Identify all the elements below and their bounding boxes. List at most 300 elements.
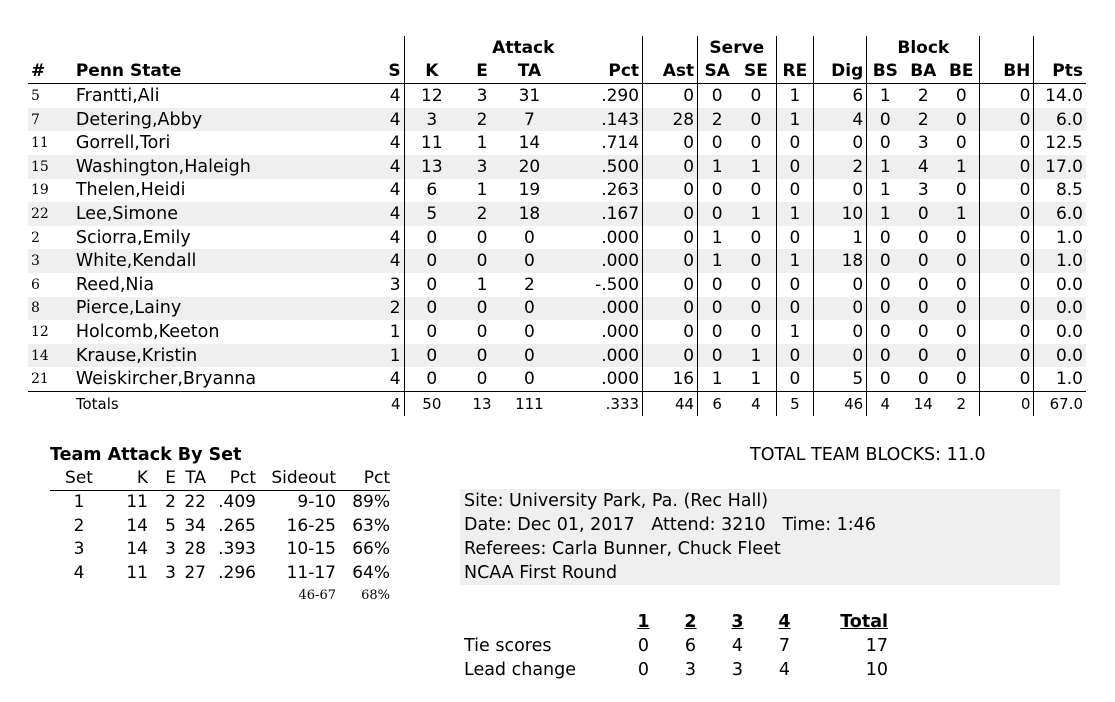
assists: 0 bbox=[643, 84, 698, 108]
block-assists: 3 bbox=[917, 133, 929, 154]
sets-played: 4 bbox=[360, 155, 404, 179]
block-solos: 1 bbox=[867, 179, 904, 203]
attack-pct-header: Pct bbox=[554, 60, 643, 84]
kills: 5 bbox=[404, 202, 459, 226]
set-3-header: 3 bbox=[731, 612, 744, 632]
player-name: Krause,Kristin bbox=[73, 344, 360, 368]
reception-errors: 0 bbox=[776, 367, 814, 391]
sideout-pct: 63% bbox=[352, 515, 390, 536]
reception-errors: 1 bbox=[776, 249, 814, 273]
reception-errors: 0 bbox=[776, 179, 814, 203]
reception-errors: 0 bbox=[776, 273, 814, 297]
column-group-row bbox=[28, 36, 1086, 60]
ball-handling: 0 bbox=[980, 226, 1034, 250]
errors: 0 bbox=[476, 227, 488, 248]
total-attacks: 31 bbox=[518, 85, 541, 106]
set-kills-header: K bbox=[108, 466, 148, 490]
kills: 3 bbox=[404, 108, 459, 132]
points: 14.0 bbox=[1034, 84, 1086, 108]
kills: 11 bbox=[404, 131, 459, 155]
sideout-pct: 64% bbox=[352, 562, 390, 583]
set-errors: 3 bbox=[165, 539, 176, 560]
service-errors: 1 bbox=[750, 369, 762, 390]
block-errors: 0 bbox=[955, 369, 967, 390]
total-attacks: 0 bbox=[524, 369, 535, 390]
block-assists: 0 bbox=[917, 227, 929, 248]
total-total-attacks: 111 bbox=[505, 391, 554, 415]
block-solos: 0 bbox=[867, 297, 904, 321]
totals-row bbox=[28, 391, 1086, 415]
points: 0.0 bbox=[1034, 320, 1086, 344]
set-pct-header: Pct bbox=[206, 466, 256, 490]
service-errors: 0 bbox=[736, 297, 776, 321]
player-name: Pierce,Lainy bbox=[73, 297, 360, 321]
ball-handling: 0 bbox=[980, 108, 1034, 132]
digs: 0 bbox=[814, 179, 867, 203]
digs-header: Dig bbox=[814, 60, 867, 84]
jersey-number: 6 bbox=[31, 276, 40, 293]
jersey-number: 12 bbox=[31, 323, 49, 340]
digs: 10 bbox=[814, 202, 867, 226]
total-block-solos: 4 bbox=[867, 391, 904, 415]
set-kills: 14 bbox=[126, 539, 148, 560]
assists: 0 bbox=[643, 155, 698, 179]
reception-errors: 0 bbox=[776, 155, 814, 179]
block-assists: 0 bbox=[917, 274, 929, 295]
total-digs: 46 bbox=[814, 391, 867, 415]
team-attack-title: Team Attack By Set bbox=[50, 445, 242, 465]
kills: 0 bbox=[404, 249, 459, 273]
total-attacks-header: TA bbox=[505, 60, 554, 84]
row-label: Lead change bbox=[464, 660, 577, 680]
block-errors: 0 bbox=[955, 180, 967, 201]
table-row bbox=[28, 249, 1086, 273]
total-points: 67.0 bbox=[1034, 391, 1086, 415]
player-name: Washington,Haleigh bbox=[73, 155, 360, 179]
ball-handling: 0 bbox=[980, 367, 1034, 391]
block-solos: 0 bbox=[867, 131, 904, 155]
set-number: 1 bbox=[73, 492, 85, 513]
ball-handling: 0 bbox=[980, 297, 1034, 321]
digs: 2 bbox=[814, 155, 867, 179]
assists: 0 bbox=[643, 226, 698, 250]
service-aces: 0 bbox=[698, 84, 737, 108]
block-assists: 0 bbox=[917, 369, 929, 390]
service-errors: 0 bbox=[750, 85, 762, 106]
jersey-number: 15 bbox=[28, 155, 73, 179]
service-errors: 1 bbox=[736, 344, 776, 368]
block-errors: 0 bbox=[955, 321, 967, 342]
jersey-number: 7 bbox=[28, 108, 73, 132]
service-aces: 1 bbox=[698, 226, 737, 250]
sets-played: 4 bbox=[389, 227, 401, 248]
set-pct: .393 bbox=[218, 539, 256, 560]
jersey-number: 8 bbox=[28, 297, 73, 321]
block-errors: 0 bbox=[955, 133, 967, 154]
points: 8.5 bbox=[1034, 179, 1086, 203]
set-1-value: 0 bbox=[637, 636, 650, 656]
assists: 0 bbox=[643, 202, 698, 226]
digs: 5 bbox=[814, 367, 867, 391]
service-aces: 1 bbox=[698, 155, 737, 179]
points: 6.0 bbox=[1034, 202, 1086, 226]
points: 17.0 bbox=[1034, 155, 1086, 179]
total-attacks: 19 bbox=[518, 180, 541, 201]
digs: 0 bbox=[814, 320, 867, 344]
digs: 0 bbox=[814, 273, 867, 297]
total-kills: 50 bbox=[404, 391, 459, 415]
service-errors: 0 bbox=[750, 227, 762, 248]
assists: 0 bbox=[643, 320, 698, 344]
assists: 16 bbox=[643, 367, 698, 391]
set-number: 4 bbox=[73, 562, 85, 583]
sets-played: 2 bbox=[360, 297, 404, 321]
block-assists: 0 bbox=[903, 202, 943, 226]
attack-pct: .714 bbox=[601, 133, 640, 154]
date-attendance-line: Date: Dec 01, 2017 Attend: 3210 Time: 1:46 bbox=[464, 515, 876, 535]
set-kills: 14 bbox=[126, 515, 148, 536]
digs: 0 bbox=[814, 297, 867, 321]
sets-played: 1 bbox=[360, 344, 404, 368]
total-attacks: 20 bbox=[505, 155, 554, 179]
player-name: White,Kendall bbox=[73, 249, 360, 273]
ball-handling: 0 bbox=[980, 84, 1034, 108]
reception-errors: 1 bbox=[776, 84, 814, 108]
attack-pct: .290 bbox=[601, 85, 640, 106]
points: 1.0 bbox=[1034, 367, 1086, 391]
set-4-header: 4 bbox=[778, 612, 791, 632]
sets-played: 4 bbox=[389, 180, 401, 201]
errors: 0 bbox=[476, 369, 488, 390]
sideout-header: Sideout bbox=[256, 466, 336, 490]
sideout: 16-25 bbox=[286, 515, 336, 536]
block-errors: 1 bbox=[943, 155, 980, 179]
set-1-value: 0 bbox=[637, 660, 650, 680]
attack-group-header: Attack bbox=[404, 36, 643, 60]
service-errors: 0 bbox=[736, 249, 776, 273]
ball-handling: 0 bbox=[980, 344, 1034, 368]
attack-pct: .143 bbox=[554, 108, 643, 132]
sideout: 11-17 bbox=[286, 562, 336, 583]
block-solos: 0 bbox=[867, 226, 904, 250]
block-errors: 0 bbox=[943, 344, 980, 368]
reception-errors-header: RE bbox=[776, 60, 814, 84]
set-errors: 3 bbox=[165, 562, 176, 583]
table-row bbox=[28, 273, 1086, 297]
table-row bbox=[50, 490, 390, 514]
block-assists: 3 bbox=[917, 180, 929, 201]
attack-pct: .000 bbox=[601, 321, 640, 342]
block-assists: 2 bbox=[903, 108, 943, 132]
team-attack-rows bbox=[50, 490, 390, 585]
set-3-value: 3 bbox=[731, 660, 744, 680]
sideout-total: 46-67 bbox=[298, 587, 336, 603]
assists: 0 bbox=[643, 131, 698, 155]
total-errors: 13 bbox=[459, 391, 505, 415]
points: 0.0 bbox=[1034, 344, 1086, 368]
team-attack-header-row bbox=[50, 466, 390, 490]
reception-errors: 0 bbox=[776, 226, 814, 250]
table-row bbox=[28, 155, 1086, 179]
kills: 6 bbox=[404, 179, 459, 203]
jersey-number: 22 bbox=[28, 202, 73, 226]
service-errors-header: SE bbox=[736, 60, 776, 84]
set-errors-header: E bbox=[148, 466, 176, 490]
total-block-errors: 2 bbox=[943, 391, 980, 415]
table-row bbox=[50, 538, 390, 562]
sets-played: 4 bbox=[389, 369, 401, 390]
row-label: Tie scores bbox=[464, 636, 552, 656]
points: 0.0 bbox=[1034, 273, 1086, 297]
total-service-aces: 6 bbox=[698, 391, 737, 415]
assists: 0 bbox=[643, 344, 698, 368]
sets-played: 4 bbox=[360, 249, 404, 273]
attack-pct: .167 bbox=[554, 202, 643, 226]
total-attacks: 0 bbox=[524, 227, 535, 248]
set-2-value: 6 bbox=[684, 636, 697, 656]
table-row bbox=[28, 297, 1086, 321]
points: 1.0 bbox=[1034, 249, 1086, 273]
block-errors: 0 bbox=[955, 227, 967, 248]
totals-label: Totals bbox=[73, 391, 360, 415]
player-name: Weiskircher,Bryanna bbox=[75, 369, 257, 390]
errors: 0 bbox=[476, 321, 488, 342]
digs: 6 bbox=[814, 84, 867, 108]
digs: 0 bbox=[814, 131, 867, 155]
service-errors: 0 bbox=[750, 321, 762, 342]
service-errors: 0 bbox=[750, 133, 762, 154]
player-name: Detering,Abby bbox=[73, 108, 360, 132]
table-row bbox=[28, 202, 1086, 226]
block-group-header: Block bbox=[867, 36, 980, 60]
player-name: Reed,Nia bbox=[75, 274, 155, 295]
errors: 0 bbox=[459, 297, 505, 321]
kills: 0 bbox=[404, 226, 459, 250]
errors: 0 bbox=[459, 249, 505, 273]
reception-errors: 0 bbox=[776, 344, 814, 368]
block-solos: 0 bbox=[867, 320, 904, 344]
sideout-total-row bbox=[50, 585, 390, 607]
sideout-pct: 89% bbox=[352, 492, 390, 513]
service-aces: 0 bbox=[698, 297, 737, 321]
total-assists: 44 bbox=[643, 391, 698, 415]
errors: 2 bbox=[459, 108, 505, 132]
total-attacks: 7 bbox=[505, 108, 554, 132]
totals-blank bbox=[28, 391, 73, 415]
service-errors: 1 bbox=[736, 202, 776, 226]
jersey-number: 11 bbox=[31, 135, 49, 152]
sideout: 9-10 bbox=[297, 492, 336, 513]
total-block-assists: 14 bbox=[903, 391, 943, 415]
player-name: Thelen,Heidi bbox=[75, 180, 186, 201]
points: 6.0 bbox=[1034, 108, 1086, 132]
sets-played: 1 bbox=[389, 321, 401, 342]
sets-played: 4 bbox=[389, 85, 401, 106]
service-errors: 0 bbox=[750, 274, 762, 295]
block-assists: 0 bbox=[903, 297, 943, 321]
table-row bbox=[28, 344, 1086, 368]
attack-pct: .000 bbox=[601, 369, 640, 390]
kills: 0 bbox=[404, 367, 459, 391]
ball-handling: 0 bbox=[980, 249, 1034, 273]
player-name: Gorrell,Tori bbox=[75, 133, 171, 154]
player-stats-table bbox=[28, 36, 1086, 416]
jersey-number: 2 bbox=[31, 229, 40, 246]
block-errors: 0 bbox=[955, 274, 967, 295]
block-solos: 1 bbox=[867, 155, 904, 179]
service-aces: 2 bbox=[698, 108, 737, 132]
service-aces: 1 bbox=[698, 367, 737, 391]
player-rows bbox=[28, 84, 1086, 416]
total-attacks: 2 bbox=[524, 274, 535, 295]
assists: 0 bbox=[643, 273, 698, 297]
total-attacks: 0 bbox=[505, 297, 554, 321]
service-aces: 0 bbox=[698, 131, 737, 155]
attack-pct: .000 bbox=[554, 297, 643, 321]
table-row bbox=[50, 561, 390, 585]
tie-lead-header-row bbox=[464, 610, 888, 634]
errors: 1 bbox=[476, 180, 488, 201]
block-solos: 0 bbox=[867, 344, 904, 368]
block-solos: 0 bbox=[867, 108, 904, 132]
jersey-number: 5 bbox=[31, 87, 40, 104]
service-errors: 0 bbox=[750, 180, 762, 201]
sideout-pct: 66% bbox=[352, 539, 390, 560]
total-value: 10 bbox=[865, 660, 888, 680]
block-errors: 1 bbox=[943, 202, 980, 226]
team-attack-table bbox=[50, 466, 390, 607]
service-aces: 0 bbox=[698, 344, 737, 368]
ball-handling: 0 bbox=[980, 273, 1034, 297]
block-assists-header: BA bbox=[903, 60, 943, 84]
set-kills: 11 bbox=[126, 562, 148, 583]
set-number: 2 bbox=[73, 515, 85, 536]
set-4-value: 7 bbox=[778, 636, 791, 656]
team-name: Penn State bbox=[73, 60, 360, 84]
team-attack-by-set bbox=[50, 444, 390, 607]
digs: 4 bbox=[814, 108, 867, 132]
total-attacks: 18 bbox=[505, 202, 554, 226]
set-pct: .265 bbox=[218, 515, 256, 536]
errors: 2 bbox=[459, 202, 505, 226]
attack-pct: -.500 bbox=[595, 274, 640, 295]
set-errors: 5 bbox=[165, 515, 176, 536]
errors: 3 bbox=[459, 155, 505, 179]
set-attempts: 22 bbox=[184, 492, 206, 513]
points: 1.0 bbox=[1034, 226, 1086, 250]
digs: 1 bbox=[814, 226, 867, 250]
attack-pct: .000 bbox=[554, 344, 643, 368]
ball-handling: 0 bbox=[980, 202, 1034, 226]
sideout: 10-15 bbox=[286, 539, 336, 560]
block-assists: 0 bbox=[903, 344, 943, 368]
reception-errors: 0 bbox=[776, 297, 814, 321]
total-attacks: 0 bbox=[505, 249, 554, 273]
assists-header: Ast bbox=[643, 60, 698, 84]
ball-handling-header: BH bbox=[980, 60, 1034, 84]
block-errors: 0 bbox=[943, 108, 980, 132]
total-attacks: 0 bbox=[505, 344, 554, 368]
table-row bbox=[28, 84, 1086, 108]
total-value: 17 bbox=[865, 636, 888, 656]
jersey-number: 21 bbox=[31, 371, 49, 388]
sets-played: 4 bbox=[360, 202, 404, 226]
player-name: Lee,Simone bbox=[73, 202, 360, 226]
jersey-number-header: # bbox=[28, 60, 73, 84]
column-header-row bbox=[28, 60, 1086, 84]
total-attacks: 0 bbox=[524, 321, 535, 342]
jersey-number: 3 bbox=[28, 249, 73, 273]
game-info-box bbox=[460, 489, 1060, 585]
ball-handling: 0 bbox=[980, 179, 1034, 203]
assists: 0 bbox=[643, 297, 698, 321]
total-service-errors: 4 bbox=[736, 391, 776, 415]
tie-lead-rows bbox=[464, 634, 888, 682]
table-row bbox=[28, 320, 1086, 344]
table-row bbox=[50, 514, 390, 538]
assists: 0 bbox=[643, 179, 698, 203]
total-reception-errors: 5 bbox=[776, 391, 814, 415]
block-errors: 0 bbox=[943, 297, 980, 321]
set-1-header: 1 bbox=[637, 612, 650, 632]
sets-played: 4 bbox=[389, 133, 401, 154]
total-sets-played: 4 bbox=[360, 391, 404, 415]
kills: 0 bbox=[404, 320, 459, 344]
set-number: 3 bbox=[73, 539, 85, 560]
table-row bbox=[28, 108, 1086, 132]
table-row bbox=[464, 634, 888, 658]
total-team-blocks: TOTAL TEAM BLOCKS: 11.0 bbox=[750, 445, 986, 465]
sideout-pct-header: Pct bbox=[336, 466, 390, 490]
assists: 28 bbox=[643, 108, 698, 132]
kills: 12 bbox=[404, 84, 459, 108]
ball-handling: 0 bbox=[980, 131, 1034, 155]
digs: 0 bbox=[814, 344, 867, 368]
errors-header: E bbox=[459, 60, 505, 84]
errors: 1 bbox=[476, 133, 488, 154]
block-solos: 0 bbox=[867, 273, 904, 297]
set-attempts: 34 bbox=[184, 515, 206, 536]
sideout-total-pct: 68% bbox=[361, 587, 390, 603]
set-header: Set bbox=[50, 466, 108, 490]
set-2-header: 2 bbox=[684, 612, 697, 632]
total-ball-handling: 0 bbox=[980, 391, 1034, 415]
jersey-number: 14 bbox=[28, 344, 73, 368]
reception-errors: 0 bbox=[776, 131, 814, 155]
total-attack-pct: .333 bbox=[554, 391, 643, 415]
attack-pct: .000 bbox=[554, 249, 643, 273]
block-solos: 0 bbox=[867, 249, 904, 273]
set-attempts-header: TA bbox=[176, 466, 206, 490]
event-line: NCAA First Round bbox=[464, 563, 618, 583]
set-3-value: 4 bbox=[731, 636, 744, 656]
service-errors: 0 bbox=[736, 108, 776, 132]
points-header: Pts bbox=[1034, 60, 1086, 84]
block-assists: 0 bbox=[917, 321, 929, 342]
block-errors-header: BE bbox=[943, 60, 980, 84]
assists: 0 bbox=[643, 249, 698, 273]
points: 12.5 bbox=[1034, 131, 1086, 155]
total-header: Total bbox=[840, 612, 888, 632]
reception-errors: 1 bbox=[776, 202, 814, 226]
set-kills: 11 bbox=[126, 492, 148, 513]
set-pct: .296 bbox=[218, 562, 256, 583]
kills: 13 bbox=[404, 155, 459, 179]
block-errors: 0 bbox=[943, 249, 980, 273]
attack-pct: .500 bbox=[554, 155, 643, 179]
block-assists: 2 bbox=[917, 85, 929, 106]
player-name: Frantti,Ali bbox=[75, 85, 160, 106]
